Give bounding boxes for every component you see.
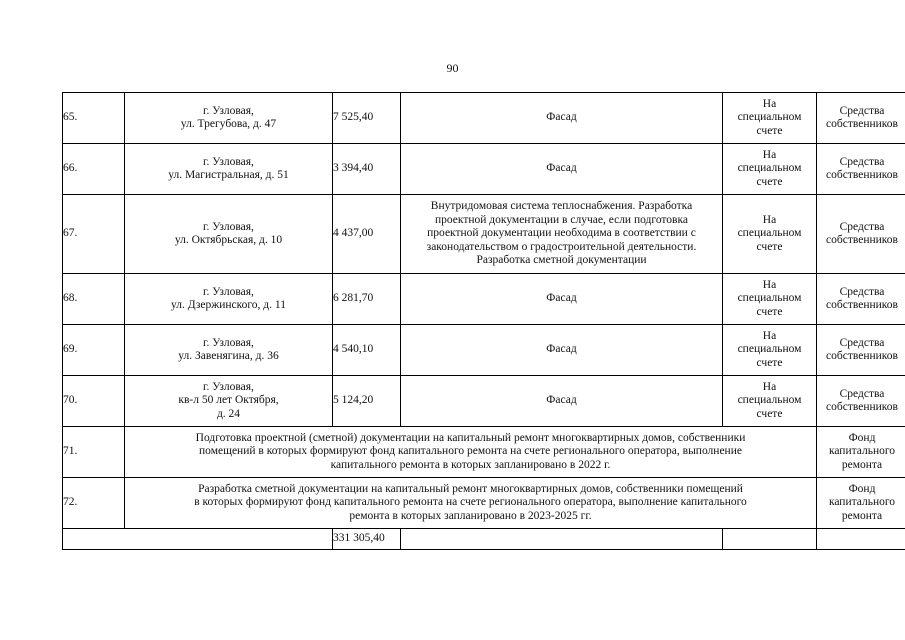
account-line: На [762, 148, 777, 161]
account-cell [723, 325, 817, 376]
table-row [63, 93, 905, 144]
source-line: собственников [826, 234, 898, 246]
source-line: ремонта [841, 458, 883, 471]
table-row [63, 427, 905, 478]
account-line: На [762, 380, 777, 393]
work-line: законодательством о градостроительной деятельности. [426, 240, 697, 253]
cost-cell: 5 124,20 [333, 376, 401, 427]
cost-cell: 7 525,40 [333, 93, 401, 144]
address-city: г. Узловая, [203, 380, 254, 393]
funding-source-cell [817, 93, 905, 144]
row-number: 65. [63, 93, 125, 144]
work-type-cell: Фасад [401, 376, 723, 427]
account-line: счете [756, 240, 783, 253]
funding-source-cell [817, 325, 905, 376]
address-house: д. 24 [216, 407, 241, 420]
empty-cell [401, 529, 723, 550]
total-cost-cell: 331 305,40 [333, 529, 401, 550]
row-number: 67. [63, 195, 125, 274]
cost-cell: 4 437,00 [333, 195, 401, 274]
account-line: На [762, 97, 777, 110]
account-line: На [762, 213, 777, 226]
address-cell [125, 274, 333, 325]
address-cell [125, 325, 333, 376]
funding-source-cell [817, 144, 905, 195]
source-line: собственников [826, 169, 898, 181]
row-number: 72. [63, 478, 125, 529]
funding-source-cell [817, 274, 905, 325]
description-cell [125, 427, 817, 478]
account-cell [723, 195, 817, 274]
cost-cell: 3 394,40 [333, 144, 401, 195]
table-row [63, 144, 905, 195]
row-number: 69. [63, 325, 125, 376]
address-street: ул. Дзержинского, д. 11 [171, 299, 286, 311]
description-line: в которых формируют фонд капитального ремонта на счете регионального оператора, выполнение капитального [194, 496, 747, 509]
description-line: Разработка сметной документации на капитальный ремонт многоквартирных домов, собственники помещений [198, 482, 743, 495]
row-number: 71. [63, 427, 125, 478]
address-cell [125, 144, 333, 195]
address-city: г. Узловая, [203, 336, 254, 349]
page-number: 90 [446, 61, 459, 75]
capital-repair-table [62, 92, 905, 550]
address-street: ул. Магистральная, д. 51 [168, 169, 289, 181]
description-cell [125, 478, 817, 529]
table-row [63, 195, 905, 274]
funding-source-cell [817, 195, 905, 274]
empty-cell [817, 529, 905, 550]
cost-cell: 4 540,10 [333, 325, 401, 376]
description-line: помещений в которых формируют фонд капитального ремонта на счете регионального оператора, выполнение [199, 445, 742, 458]
address-city: г. Узловая, [203, 104, 254, 117]
address-city: г. Узловая, [203, 285, 254, 298]
row-number: 66. [63, 144, 125, 195]
account-line: специальном [737, 394, 802, 407]
description-line: ремонта в которых запланировано в 2023-2025 гг. [349, 509, 592, 522]
funding-source-cell [817, 427, 905, 478]
work-line: проектной документации в случае, если подготовка [435, 213, 688, 226]
row-number: 70. [63, 376, 125, 427]
account-cell [723, 93, 817, 144]
account-line: счете [756, 356, 783, 369]
description-line: Подготовка проектной (сметной) документации на капитальный ремонт многоквартирных домов, собственники [195, 431, 746, 444]
account-line: специальном [737, 162, 802, 175]
account-cell [723, 144, 817, 195]
source-line: собственников [826, 401, 898, 413]
source-line: Средства [839, 285, 885, 298]
account-line: специальном [737, 343, 802, 356]
account-line: специальном [737, 292, 802, 305]
source-line: Средства [839, 220, 885, 233]
address-city: г. Узловая, [203, 220, 254, 233]
source-line: Средства [839, 387, 885, 400]
address-street: ул. Завенягина, д. 36 [178, 350, 279, 362]
row-number: 68. [63, 274, 125, 325]
total-row [63, 529, 905, 550]
account-cell [723, 274, 817, 325]
account-line: счете [756, 407, 783, 420]
work-type-cell: Фасад [401, 93, 723, 144]
source-line: Фонд [848, 482, 876, 495]
work-line: проектной документации необходима в соответствии с [427, 227, 696, 240]
address-street: ул. Октябрьская, д. 10 [174, 234, 283, 246]
address-cell [125, 376, 333, 427]
source-line: Средства [839, 336, 885, 349]
account-line: счете [756, 305, 783, 318]
work-type-cell [401, 195, 723, 274]
source-line: собственников [826, 350, 898, 362]
address-city: г. Узловая, [203, 155, 254, 168]
work-line: Разработка сметной документации [476, 254, 647, 267]
source-line: ремонта [841, 509, 883, 522]
address-cell [125, 195, 333, 274]
source-line: собственников [826, 118, 898, 130]
work-type-cell: Фасад [401, 325, 723, 376]
empty-cell [723, 529, 817, 550]
source-line: собственников [826, 299, 898, 311]
work-type-cell: Фасад [401, 144, 723, 195]
account-line: счете [756, 124, 783, 137]
account-line: На [762, 329, 777, 342]
account-line: счете [756, 175, 783, 188]
cost-cell: 6 281,70 [333, 274, 401, 325]
address-street: ул. Трегубова, д. 47 [180, 118, 277, 130]
source-line: капитального [828, 445, 896, 458]
table-row [63, 478, 905, 529]
address-street: кв-л 50 лет Октября, [178, 394, 279, 407]
total-label-cell [63, 529, 333, 550]
funding-source-cell [817, 376, 905, 427]
account-line: На [762, 278, 777, 291]
source-line: Средства [839, 104, 885, 117]
table-row [63, 274, 905, 325]
table-row [63, 325, 905, 376]
work-line: Внутридомовая система теплоснабжения. Разработка [430, 200, 693, 213]
description-line: капитального ремонта в которых запланировано в 2022 г. [330, 458, 611, 471]
account-line: специальном [737, 227, 802, 240]
source-line: Фонд [848, 431, 876, 444]
source-line: капитального [828, 496, 896, 509]
account-cell [723, 376, 817, 427]
source-line: Средства [839, 155, 885, 168]
address-cell [125, 93, 333, 144]
funding-source-cell [817, 478, 905, 529]
table-row [63, 376, 905, 427]
work-type-cell: Фасад [401, 274, 723, 325]
account-line: специальном [737, 111, 802, 124]
